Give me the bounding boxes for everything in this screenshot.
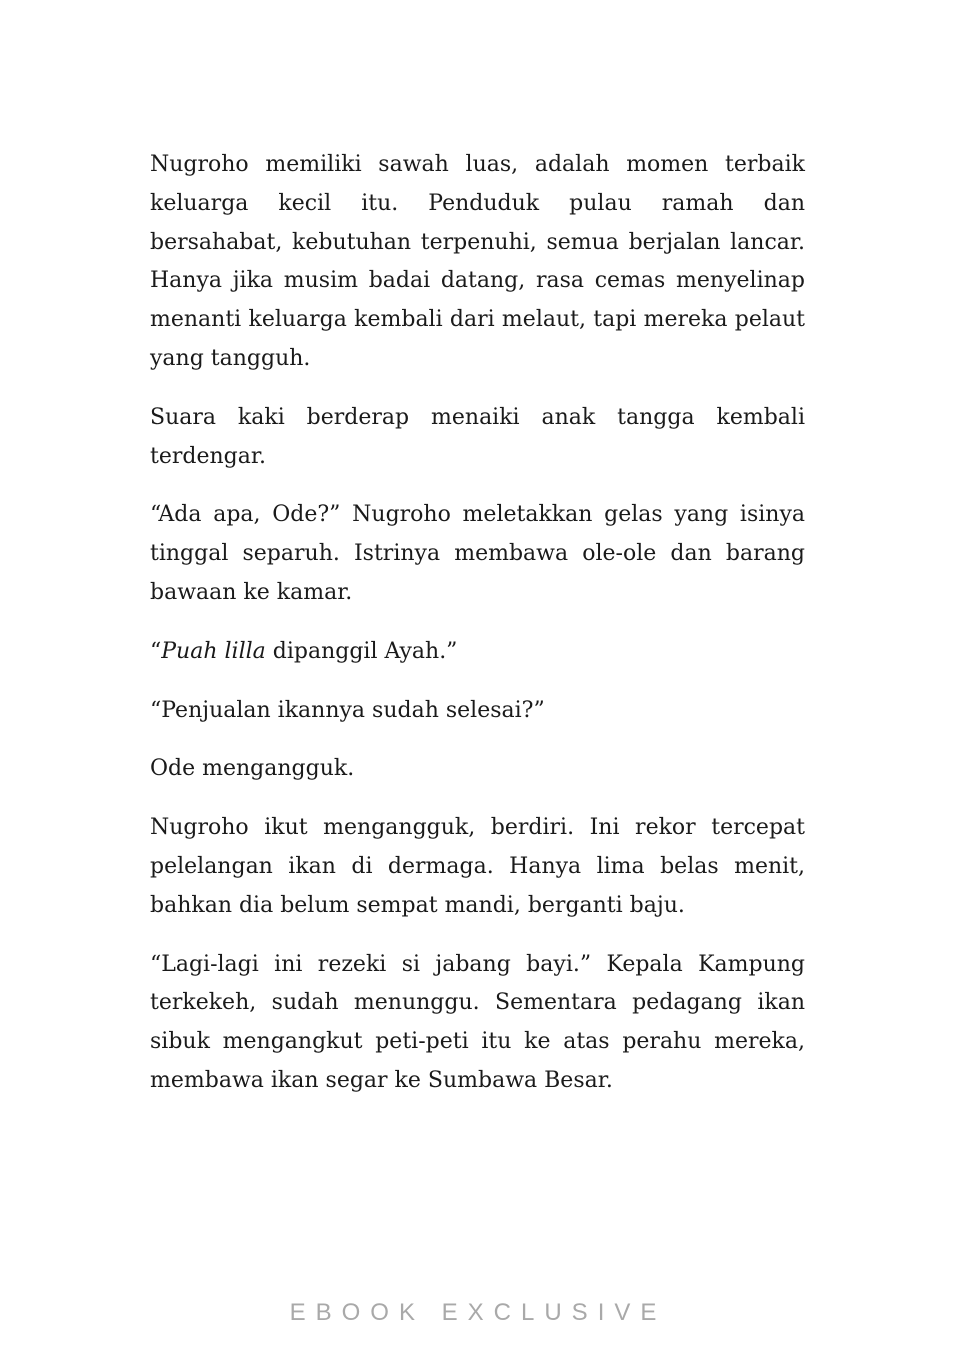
paragraph-8: “Lagi-lagi ini rezeki si jabang bayi.” Kepala Kampung terkekeh, sudah menunggu. Sementara pedagang ikan sibuk mengangkut peti-peti itu ke atas perahu mereka, membawa ikan segar ke Sumbawa Besar. xyxy=(150,951,805,1093)
paragraph-4-rest: dipanggil Ayah.” xyxy=(265,638,458,664)
paragraph-5: “Penjualan ikannya sudah selesai?” xyxy=(150,697,545,723)
paragraph-6: Ode mengangguk. xyxy=(150,756,355,782)
paragraph-3: “Ada apa, Ode?” Nugroho meletakkan gelas yang isinya tinggal separuh. Istrinya membawa ole-ole dan barang bawaan ke kamar. xyxy=(150,502,805,605)
paragraph-4 xyxy=(150,633,805,672)
footer-label: EBOOK EXCLUSIVE xyxy=(289,1299,667,1326)
paragraph-2: Suara kaki berderap menaiki anak tangga kembali terdengar. xyxy=(150,404,805,469)
paragraph-7: Nugroho ikut mengangguk, berdiri. Ini rekor tercepat pelelangan ikan di dermaga. Hanya lima belas menit, bahkan dia belum sempat mandi, berganti baju. xyxy=(150,815,805,918)
quote-open: “ xyxy=(150,638,162,664)
paragraph-1: Nugroho memiliki sawah luas, adalah momen terbaik keluarga kecil itu. Penduduk pulau ramah dan bersahabat, kebutuhan terpenuhi, semua berjalan lancar. Hanya jika musim badai datang, rasa cemas menyelinap menanti keluarga kembali dari melaut, tapi mereka pelaut yang tangguh. xyxy=(150,152,805,371)
italic-phrase: Puah lilla xyxy=(161,638,266,664)
page-body xyxy=(150,146,805,1121)
